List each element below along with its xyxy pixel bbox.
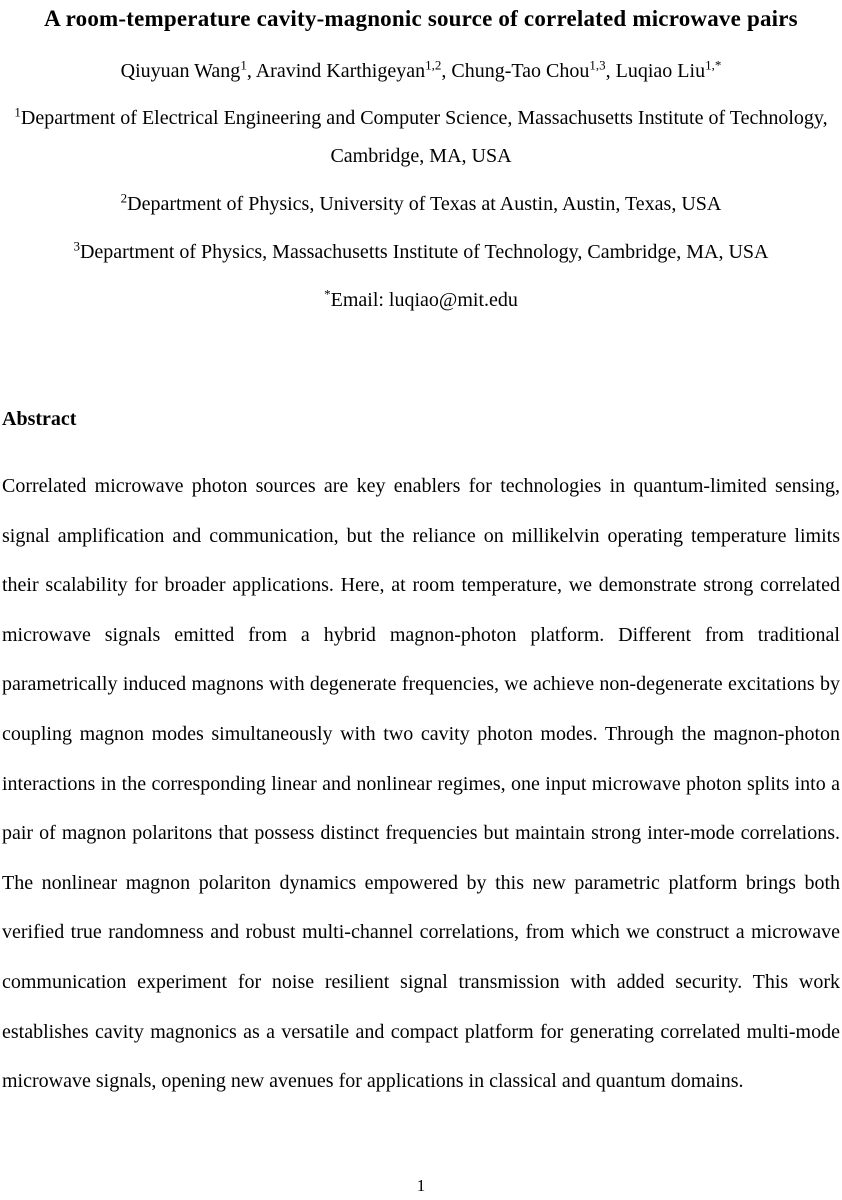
affiliation-marker: 2 — [120, 190, 128, 206]
abstract-paragraph: Correlated microwave photon sources are key enablers for technologies in quantum-limited sensing, signal amplification and communication, but the reliance on millikelvin operating temperature limits their scalability for broader applications. Here, at room temperature, we demonstrate strong correlated microwave signals emitted from a hybrid magnon-photon platform. Different from traditional parametrically induced magnons with degenerate frequencies, we achieve non-degenerate excitations by coupling magnon modes simultaneously with two cavity photon modes. Through the magnon-photon interactions in the corresponding linear and nonlinear regimes, one input microwave photon splits into a pair of magnon polaritons that possess distinct frequencies but maintain strong inter-mode correlations. The nonlinear magnon polariton dynamics empowered by this new parametric platform brings both verified true randomness and robust multi-channel correlations, from which we construct a microwave communication experiment for noise resilient signal transmission with added security. This work establishes cavity magnonics as a versatile and compact platform for generating correlated multi-mode microwave signals, opening new avenues for applications in classical and quantum domains. — [2, 475, 840, 1093]
affiliation-text: Department of Electrical Engineering and Computer Science, Massachusetts Institute of Technology, Cambridge, MA, USA — [20, 107, 828, 167]
affiliation-text: Department of Physics, University of Texas at Austin, Austin, Texas, USA — [127, 193, 722, 215]
email-line — [2, 281, 840, 319]
affiliation-2 — [2, 185, 840, 223]
affiliation-text: Department of Physics, Massachusetts Institute of Technology, Cambridge, MA, USA — [79, 241, 769, 263]
author-affiliation-marker: 1,* — [705, 57, 722, 73]
author-affiliation-marker: 1 — [240, 57, 247, 73]
author-separator: , — [605, 60, 616, 82]
author-line — [2, 56, 840, 86]
affiliation-marker: 1 — [14, 104, 21, 120]
author-separator: , — [441, 60, 452, 82]
email-text: Email: luqiao@mit.edu — [330, 289, 518, 311]
affiliation-marker: 3 — [73, 238, 80, 254]
author-name: Qiuyuan Wang — [120, 60, 241, 82]
author-name: Aravind Karthigeyan — [255, 60, 426, 82]
page-number: 1 — [416, 1176, 426, 1195]
author-affiliation-marker: 1,2 — [425, 57, 442, 73]
author — [255, 57, 452, 82]
author-affiliation-marker: 1,3 — [589, 57, 606, 73]
abstract-heading: Abstract — [2, 408, 77, 430]
author — [615, 57, 722, 82]
author — [451, 57, 616, 82]
author — [120, 57, 256, 82]
email-marker: * — [324, 286, 331, 302]
affiliation-3 — [2, 233, 840, 271]
author-separator: , — [246, 60, 256, 82]
affiliation-1 — [2, 99, 840, 175]
author-name: Chung-Tao Chou — [451, 60, 590, 82]
paper-title: A room-temperature cavity-magnonic source of correlated microwave pairs — [44, 6, 798, 31]
author-name: Luqiao Liu — [615, 60, 706, 82]
